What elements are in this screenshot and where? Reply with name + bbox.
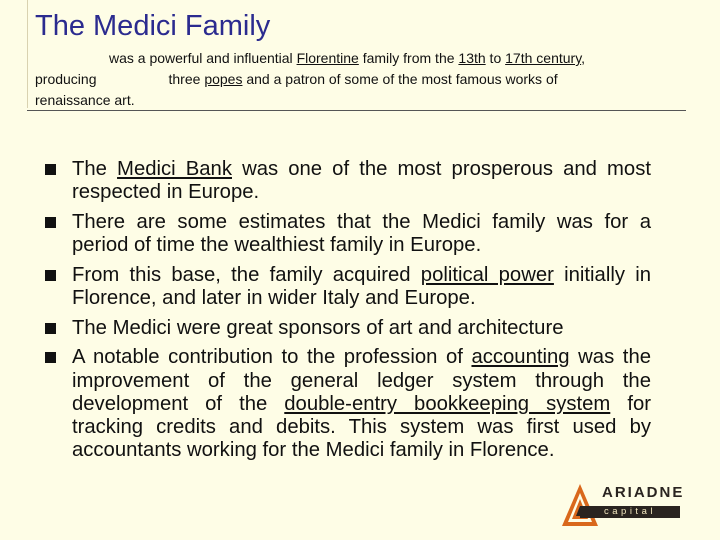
intro-line-3: renaissance art. (35, 92, 135, 108)
bullet-marker (45, 164, 56, 175)
list-item: There are some estimates that the Medici family was for a period of time the wealthiest family in Europe. (45, 211, 651, 257)
list-item: From this base, the family acquired political power initially in Florence, and later in wider Italy and Europe. (45, 264, 651, 310)
list-item: The Medici Bank was one of the most prosperous and most respected in Europe. (45, 158, 651, 204)
bullet-marker (45, 352, 56, 363)
page-title: The Medici Family (35, 10, 271, 42)
bullet-list (45, 158, 651, 469)
link-political-power[interactable]: political power (420, 263, 554, 286)
bullet-marker (45, 217, 56, 228)
link-popes[interactable]: popes (204, 71, 243, 87)
link-17th-century[interactable]: 17th century (505, 50, 582, 66)
link-florentine[interactable]: Florentine (296, 50, 359, 66)
intro-line-1: was a powerful and influential Florentine family from the 13th to 17th century, (109, 50, 586, 66)
logo-wordmark: ARIADNE (602, 484, 685, 501)
link-accounting[interactable]: accounting (471, 346, 570, 369)
link-13th[interactable]: 13th (458, 50, 486, 66)
divider (27, 110, 686, 111)
intro-line-2: producing three popes and a patron of some of the most famous works of (35, 71, 558, 87)
list-item: A notable contribution to the profession of accounting was the improvement of the general ledger system through the development of the double-entry bookkeeping system for tracking credits and debits. This system was first used by accountants working for the Medici family in Florence. (45, 346, 651, 462)
bullet-marker (45, 323, 56, 334)
intro-paragraph (35, 48, 675, 111)
left-rule (27, 0, 28, 108)
list-item: The Medici were great sponsors of art and architecture (45, 317, 651, 340)
link-medici-bank[interactable]: Medici Bank (117, 158, 232, 180)
bullet-marker (45, 270, 56, 281)
ariadne-logo (560, 482, 684, 530)
pyramid-logo-icon (560, 482, 600, 528)
logo-subtitle: capital (604, 506, 656, 517)
link-double-entry-bookkeeping[interactable]: double-entry bookkeeping system (284, 392, 611, 415)
